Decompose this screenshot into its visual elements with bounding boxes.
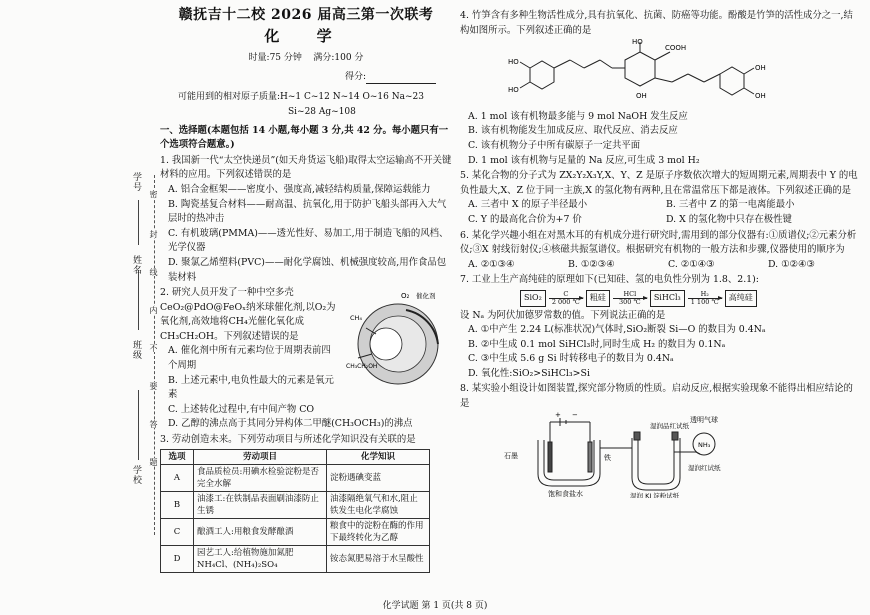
left-column [160,8,452,573]
u-tube-right [632,438,680,490]
option-a: A. 1 mol 该有机物最多能与 9 mol NaOH 发生反应 [468,110,688,122]
option-c: C. 上述转化过程中,有中间产物 CO [168,403,315,415]
table-cell: A [161,464,194,491]
option-row [460,213,860,228]
svg-text:OH: OH [755,92,766,101]
flow-step: 高纯硅 [725,290,757,307]
phenolic-acid-structure [460,38,860,104]
table-header-row [161,449,430,464]
table-cell: C [161,518,194,545]
question-5 [460,169,860,227]
plus-sign: + [555,411,561,419]
exam-time: 时量:75 分钟 [248,53,302,64]
atomic-masses-line1: 可能用到的相对原子质量:H~1 C~12 N~14 O~16 Na~23 [178,92,424,103]
svg-text:OH: OH [755,64,766,73]
cyclohexane-ring [625,52,655,86]
option-b: B. 该有机物能发生加成反应、取代反应、消去反应 [468,125,678,137]
option-b: B. ①②③④ [568,258,615,270]
seal-char: 密 [149,190,158,198]
score-label: 得分: [344,71,366,82]
table-cell: 淀粉遇碘变蓝 [327,464,430,491]
table-cell: 油漆隔绝氧气和水,阻止铁发生电化学腐蚀 [327,491,430,518]
flow-arrow [549,291,583,306]
silicon-process-flow [520,290,860,307]
seal-char: 答 [149,420,158,428]
question-stem: 4. 竹笋含有多种生物活性成分,具有抗氧化、抗菌、防癌等功能。酚酸是竹笋的活性成分之一,结构如图所示。下列叙述正确的是 [460,10,853,36]
question-4 [460,9,860,168]
question-7 [460,273,860,381]
atomic-masses-line2: Si~28 Ag~108 [288,106,356,117]
svg-text:COOH: COOH [665,44,687,53]
option-d: D. 聚氯乙烯塑料(PVC)——耐化学腐蚀、机械强度较高,用作食品包装材料 [168,256,447,283]
table-cell: B [161,491,194,518]
table-cell: 粮食中的淀粉在酶的作用下最终转化为乙醇 [327,518,430,545]
table-row [161,545,430,572]
school-fill-line [138,390,139,460]
option-a: A. ②①③④ [468,258,515,270]
table-cell: 酿酒工人:用粮食发酵酿酒 [194,518,327,545]
question-stem: 7. 工业上生产高纯硅的原理如下(已知硅、氢的电负性分别为 1.8、2.1): [460,274,759,286]
arrow-condition: 1 100 ℃ [690,297,719,306]
table-header: 化学知识 [327,449,430,464]
labor-knowledge-table [160,449,430,573]
option-c: C. ②①④③ [668,258,715,270]
svg-text:HO: HO [508,86,519,95]
seal-char: 要 [149,382,158,390]
arrow-condition: 300 ℃ [618,297,641,306]
class-fill-line [138,270,139,330]
graphite-label: 石墨 [504,451,518,460]
question-stem: 5. 某化合物的分子式为 ZX₂Y₂X₃Y,X、Y、Z 是原子序数依次增大的短周期元素,周期表中 Y 的电负性最大,X、Z 位于同一主族,X 的氢化物有两种,且在常温常压下都是液体。下列叙述正确的是 [460,170,858,196]
seal-char: 题 [149,458,158,466]
table-row [161,491,430,518]
iron-electrode [588,442,592,472]
option-row [460,258,860,273]
option-c: C. Y 的最高化合价为+7 价 [468,213,582,225]
student-id-label: 学号 [131,172,141,192]
ki-paper-label: 湿润 KI 淀粉试纸 [630,491,680,498]
option-a: A. ①中产生 2.24 L(标准状况)气体时,SiO₂断裂 Si—O 的数目为 0.4Nₐ [468,324,766,336]
option-d: D. X 的氢化物中只存在极性键 [666,213,792,225]
seal-char: 内 [149,306,158,314]
iron-label: 铁 [604,453,611,462]
red-paper-label: 湿润红试纸 [688,463,721,472]
option-c: C. 该有机物分子中所有碳原子一定共平面 [468,139,641,151]
question-2 [160,286,452,432]
benzene-ring-right [720,67,744,95]
option-a: A. 催化剂中所有元素均位于周期表前四个周期 [168,345,331,372]
question-stem: 1. 我国新一代“太空快递员”(如天舟货运飞船)取得太空运输高不开关键材料的应用。下列叙述错误的是 [160,154,452,181]
seal-line [154,175,155,535]
question-stem: 3. 劳动创造未来。下列劳动项目与所述化学知识没有关联的是 [160,434,416,446]
flow-arrow [688,291,722,306]
option-b: B. 陶瓷基复合材料——耐高温、抗氧化,用于防护飞船头部再入大气层时的热冲击 [168,198,447,225]
graphite-electrode [548,442,552,472]
catalyst-label: 催化剂 [416,292,436,301]
ch4-label: CH₄ [350,314,363,323]
class-label: 班级 [131,340,141,360]
right-column [460,8,860,503]
arrow-condition: C [563,289,569,298]
svg-text:HO: HO [508,58,519,67]
school-label: 学校 [131,465,141,485]
table-row [161,464,430,491]
arrow-condition: 2 000 ℃ [551,297,580,306]
name-fill-line [138,200,139,245]
question-intro: 设 Nₐ 为阿伏加德罗常数的值。下列说法正确的是 [460,309,666,321]
flow-step: SiHCl₃ [650,290,685,307]
seal-char: 封 [149,230,158,238]
table-cell: 铵态氮肥易溶于水呈酸性 [327,545,430,572]
catalyst-diagram [346,288,446,396]
brine-label: 饱和食盐水 [548,489,583,498]
table-row [161,518,430,545]
exam-meta [160,51,452,66]
ethanol-label: CH₃CH₂OH [346,363,378,371]
exam-title: 赣抚吉十二校 2026 届高三第一次联考 [178,7,434,23]
option-d: D. ①②④③ [768,258,815,270]
arrow-condition: HCl [623,289,637,298]
option-d: D. 氧化性:SiO₂>SiHCl₃>Si [468,367,590,379]
minus-sign: − [572,411,578,419]
flow-step: SiO₂ [520,290,546,307]
name-label: 姓名 [131,255,141,275]
exam-full-score: 满分:100 分 [313,53,364,64]
score-box [160,70,452,85]
question-1 [160,154,452,285]
option-a: A. 铝合金框架——密度小、强度高,减轻结构质量,保障运载能力 [168,183,431,195]
option-b: B. 上述元素中,电负性最大的元素是氧元素 [168,374,334,401]
option-c: C. ③中生成 5.6 g Si 时转移电子的数目为 0.4Nₐ [468,353,674,365]
arrow-condition: H₂ [700,289,709,298]
table-cell: D [161,545,194,572]
flow-arrow [613,291,647,306]
table-cell: 油漆工:在铁制品表面刷油漆防止生锈 [194,491,327,518]
option-b: B. ②中生成 0.1 mol SiHCl₃时,同时生成 H₂ 的数目为 0.1Nₐ [468,338,726,350]
question-stem: 2. 研究人员开发了一种中空多壳CeO₂@PdO@FeOₓ纳米球催化剂,以O₂为氧化剂,高效地将CH₄光催化氧化成CH₃CH₂OH。下列叙述错误的是 [160,287,336,342]
score-fill-line [366,83,436,84]
o2-label: O₂ [401,292,410,301]
question-6 [460,229,860,273]
question-3 [160,433,452,573]
table-header: 劳动项目 [194,449,327,464]
seal-char: 不 [149,344,158,352]
exam-subject: 化 学 [264,26,348,45]
option-d: D. 乙醇的沸点高于其同分异构体二甲醚(CH₃OCH₃)的沸点 [168,418,413,430]
option-b: B. 三者中 Z 的第一电离能最小 [666,199,795,211]
electrolysis-apparatus [460,412,860,498]
option-a: A. 三者中 X 的原子半径最小 [468,199,588,211]
section-title: 一、选择题(本题包括 14 小题,每小题 3 分,共 42 分。每小题只有一个选项符合题意。) [160,124,449,151]
svg-text:HO: HO [632,38,643,47]
question-8 [460,382,860,503]
binding-margin [0,0,158,615]
option-c: C. 有机玻璃(PMMA)——透光性好、易加工,用于制造飞船的风档、光学仪器 [168,227,449,254]
balloon-label: 透明气球 [690,415,718,424]
table-cell: 园艺工人:给植物施加氮肥NH₄Cl、(NH₄)₂SO₄ [194,545,327,572]
svg-text:OH: OH [636,92,647,101]
table-cell: 食品质检员:用碘水检验淀粉是否完全水解 [194,464,327,491]
litmus-label: 湿润品红试纸 [650,421,689,430]
question-stem: 8. 某实验小组设计如图装置,探究部分物质的性质。启动反应,根据实验现象不能得出相应结论的是 [460,383,853,410]
nh3-label: NH₃ [698,440,711,449]
table-header: 选项 [161,449,194,464]
flow-step: 粗硅 [586,290,610,307]
seal-char: 线 [149,268,158,276]
page-footer: 化学试题 第 1 页(共 8 页) [382,601,488,611]
benzene-ring-left [530,61,554,89]
question-stem: 6. 某化学兴趣小组在对黑木耳的有机成分进行研究时,需用到的部分仪器有:①质谱仪;②元素分析仪;③X 射线衍射仪;④核磁共振氢谱仪。根据研究有机物的一般方法和步骤,仪器使用的顺序为 [460,229,857,256]
option-row [460,198,860,213]
option-d: D. 1 mol 该有机物与足量的 Na 反应,可生成 3 mol H₂ [468,154,700,166]
